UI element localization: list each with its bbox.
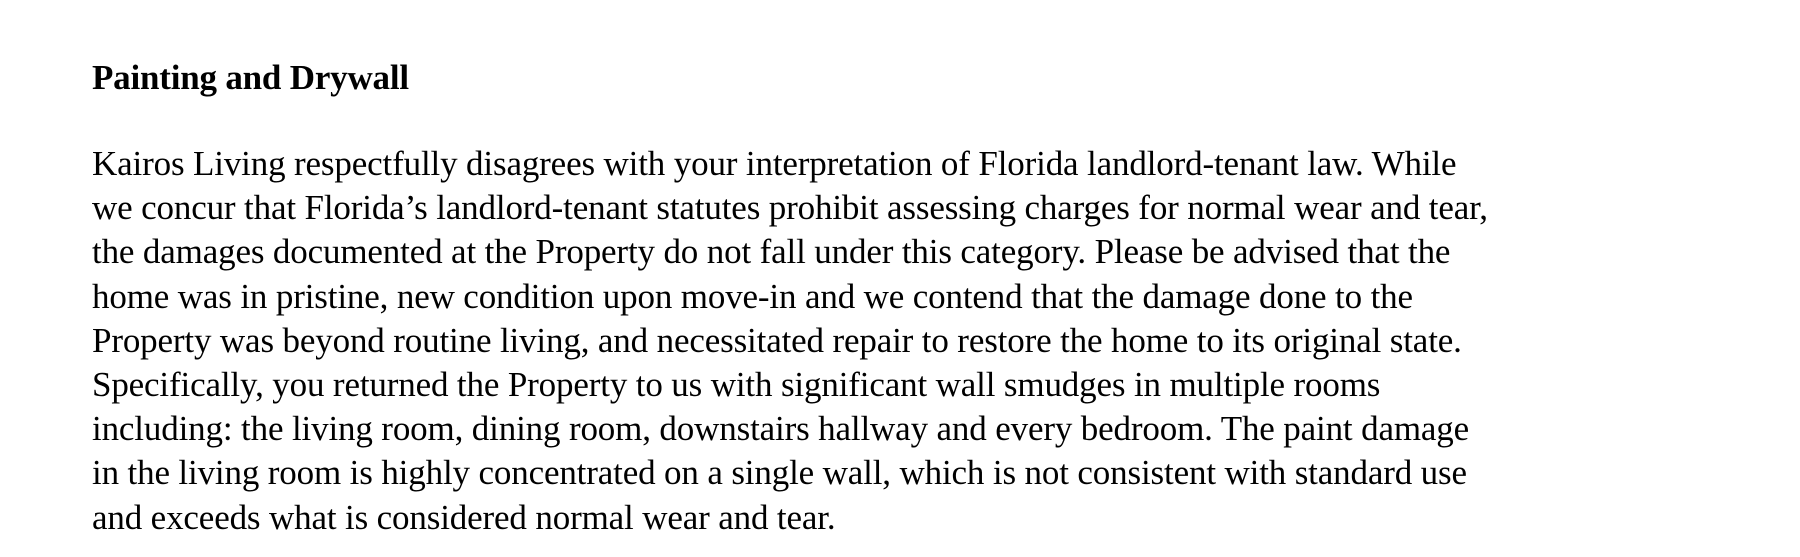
document-page xyxy=(92,56,1732,540)
paragraph-line: in the living room is highly concentrated on a single wall, which is not consistent with standard use xyxy=(92,453,1467,493)
section-heading: Painting and Drywall xyxy=(92,58,409,97)
paragraph-line: and exceeds what is considered normal wear and tear. xyxy=(92,497,836,537)
body-paragraph xyxy=(92,142,1732,540)
paragraph-line: Property was beyond routine living, and necessitated repair to restore the home to its original state. xyxy=(92,320,1462,360)
paragraph-line: Specifically, you returned the Property to us with significant wall smudges in multiple rooms xyxy=(92,365,1381,405)
paragraph-line: including: the living room, dining room, downstairs hallway and every bedroom. The paint damage xyxy=(92,409,1470,449)
paragraph-line: home was in pristine, new condition upon move-in and we contend that the damage done to the xyxy=(92,276,1413,316)
paragraph-line: the damages documented at the Property do not fall under this category. Please be advised that the xyxy=(92,232,1451,272)
paragraph-line: Kairos Living respectfully disagrees with your interpretation of Florida landlord-tenant law. While xyxy=(92,144,1457,183)
paragraph-line: we concur that Florida’s landlord-tenant statutes prohibit assessing charges for normal wear and tear, xyxy=(92,188,1488,228)
